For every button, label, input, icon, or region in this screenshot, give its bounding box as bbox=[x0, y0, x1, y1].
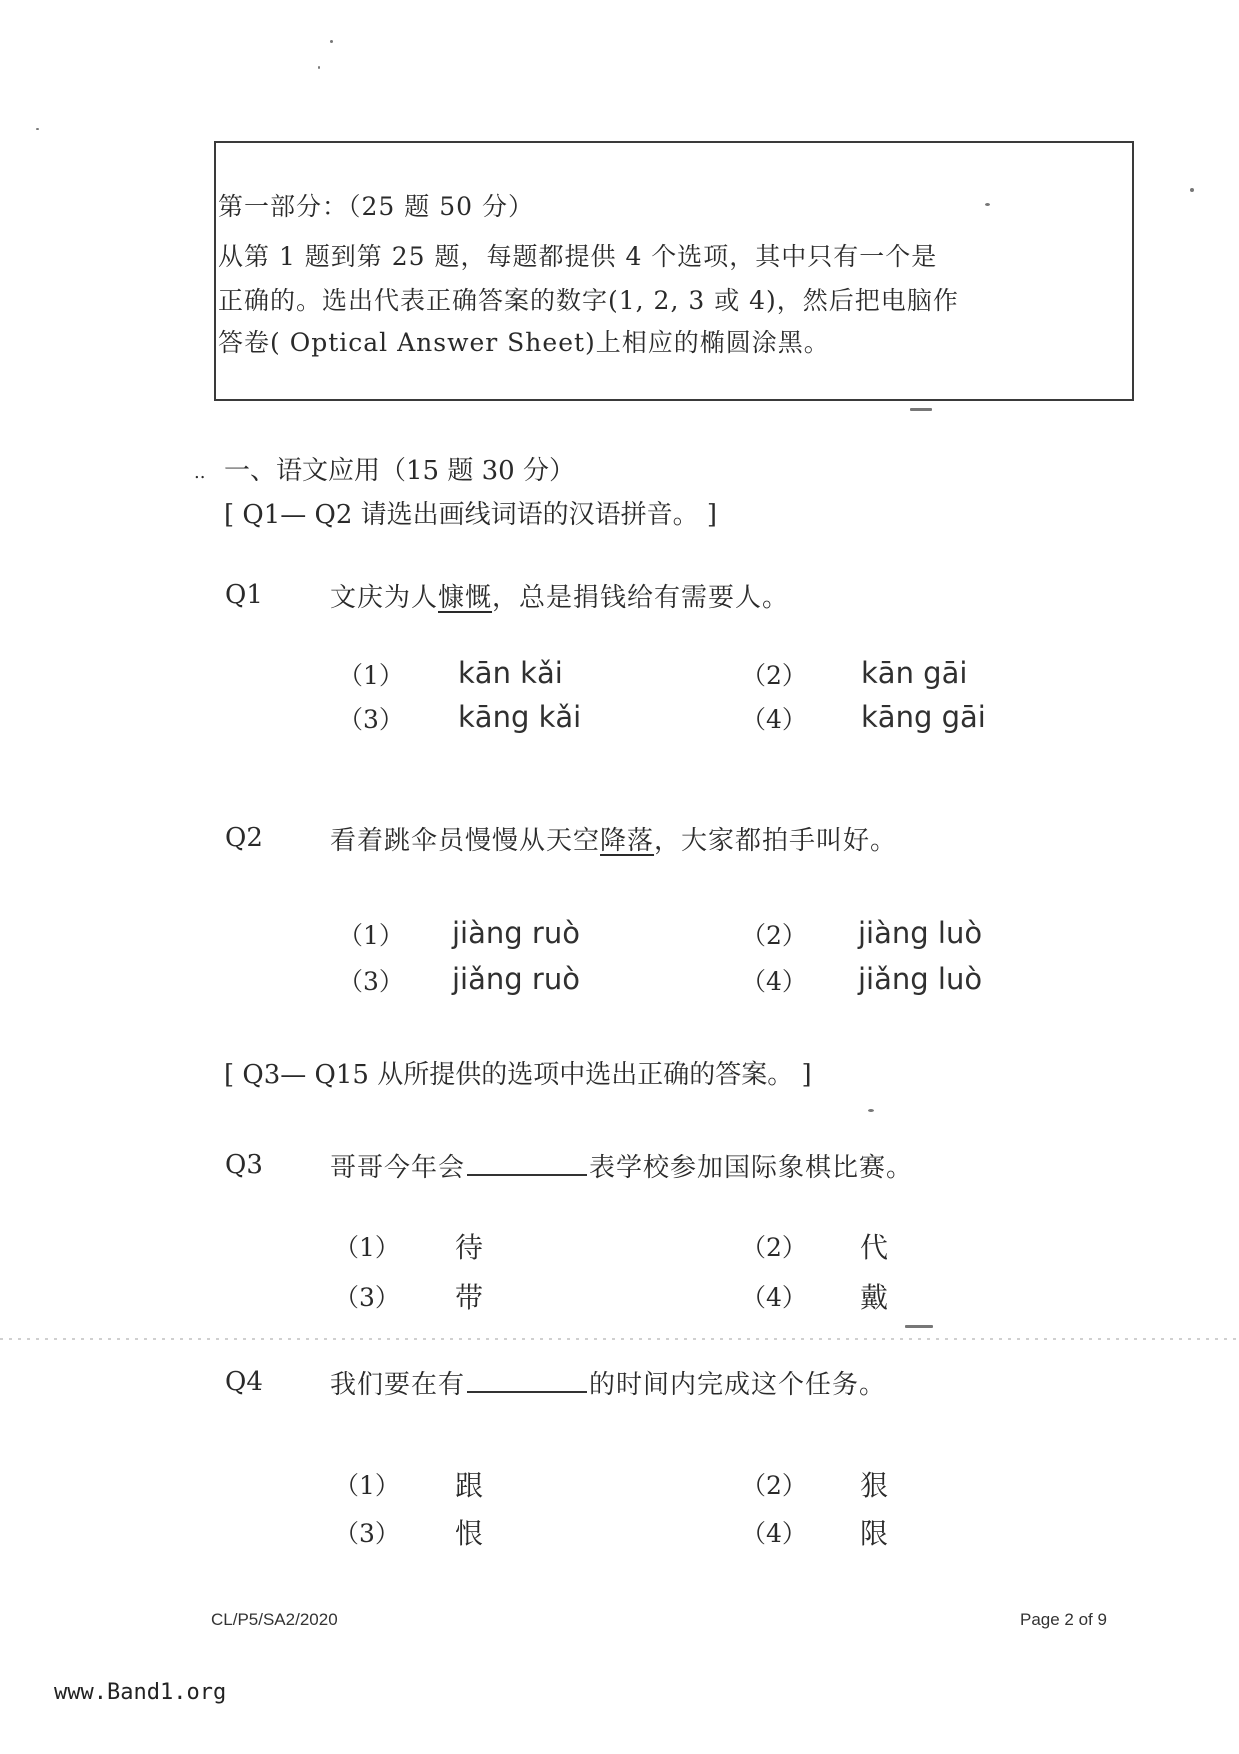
option-text: 代 bbox=[860, 1231, 889, 1264]
option-text: kāng kǎi bbox=[458, 700, 582, 734]
option-number: （2） bbox=[741, 921, 807, 950]
option-text: 带 bbox=[455, 1281, 484, 1314]
section-note-q1-q2: [ Q1— Q2 请选出画线词语的汉语拼音。 ] bbox=[224, 500, 718, 530]
question-number: Q3 bbox=[225, 1150, 263, 1180]
option-text: kāng gāi bbox=[861, 700, 986, 734]
question-text: 我们要在有 的时间内完成这个任务。 bbox=[330, 1370, 887, 1400]
underlined-word: 慷慨 bbox=[438, 583, 493, 613]
option-number: （3） bbox=[334, 1519, 400, 1548]
question-text: 文庆为人慷慨，总是捐钱给有需要人。 bbox=[330, 583, 790, 613]
scan-dots: .. bbox=[194, 462, 206, 483]
option-number: （2） bbox=[741, 1471, 807, 1500]
scan-speck bbox=[318, 66, 320, 69]
option-number: （2） bbox=[741, 661, 807, 690]
option-number: （3） bbox=[338, 967, 404, 996]
underlined-word: 降落 bbox=[600, 826, 655, 856]
option-text: 限 bbox=[860, 1517, 889, 1550]
option-text: kān gāi bbox=[861, 656, 968, 690]
option-text: 跟 bbox=[455, 1469, 484, 1502]
answer-blank bbox=[467, 1369, 587, 1393]
question-number: Q1 bbox=[225, 580, 263, 610]
instructions-line-3: 正确的。选出代表正确答案的数字(1, 2, 3 或 4)，然后把电脑作 bbox=[218, 286, 959, 315]
question-number: Q4 bbox=[225, 1367, 263, 1397]
option-number: （2） bbox=[741, 1233, 807, 1262]
scan-speck bbox=[36, 128, 39, 130]
watermark-url: www.Band1.org bbox=[54, 1680, 227, 1705]
instructions-line-4: 答卷( Optical Answer Sheet)上相应的椭圆涂黑。 bbox=[218, 328, 830, 357]
option-text: 狠 bbox=[860, 1469, 889, 1502]
option-number: （4） bbox=[741, 1519, 807, 1548]
option-text: jiàng luò bbox=[858, 916, 983, 950]
page-number: Page 2 of 9 bbox=[1020, 1610, 1107, 1629]
option-number: （4） bbox=[741, 967, 807, 996]
option-number: （1） bbox=[338, 921, 404, 950]
option-number: （1） bbox=[334, 1233, 400, 1262]
option-text: 待 bbox=[455, 1231, 484, 1264]
option-text: 戴 bbox=[860, 1281, 889, 1314]
question-text: 看着跳伞员慢慢从天空降落，大家都拍手叫好。 bbox=[330, 826, 898, 856]
scan-artifact-line bbox=[0, 1338, 1239, 1340]
instructions-line-2: 从第 1 题到第 25 题，每题都提供 4 个选项，其中只有一个是 bbox=[218, 242, 938, 271]
option-text: kān kǎi bbox=[458, 656, 563, 690]
answer-blank bbox=[467, 1152, 587, 1176]
scan-speck bbox=[1190, 188, 1194, 192]
question-number: Q2 bbox=[225, 823, 263, 853]
paper-code: CL/P5/SA2/2020 bbox=[211, 1610, 338, 1629]
section-note-q3-q15: [ Q3— Q15 从所提供的选项中选出正确的答案。 ] bbox=[224, 1060, 812, 1090]
option-number: （1） bbox=[334, 1471, 400, 1500]
option-text: jiǎng ruò bbox=[452, 962, 580, 996]
option-number: （3） bbox=[334, 1283, 400, 1312]
question-text: 哥哥今年会 表学校参加国际象棋比赛。 bbox=[330, 1153, 914, 1183]
option-text: jiàng ruò bbox=[452, 916, 580, 950]
instructions-line-1: 第一部分：（25 题 50 分） bbox=[218, 192, 534, 221]
option-number: （4） bbox=[741, 705, 807, 734]
option-number: （1） bbox=[338, 661, 404, 690]
scan-speck bbox=[910, 408, 932, 411]
option-number: （4） bbox=[741, 1283, 807, 1312]
option-text: 恨 bbox=[455, 1517, 484, 1550]
section-title: 一、语文应用（15 题 30 分） bbox=[224, 456, 575, 486]
scan-speck bbox=[868, 1109, 874, 1112]
scan-speck bbox=[330, 40, 333, 43]
scan-speck bbox=[905, 1325, 933, 1328]
option-text: jiǎng luò bbox=[858, 962, 983, 996]
option-number: （3） bbox=[338, 705, 404, 734]
